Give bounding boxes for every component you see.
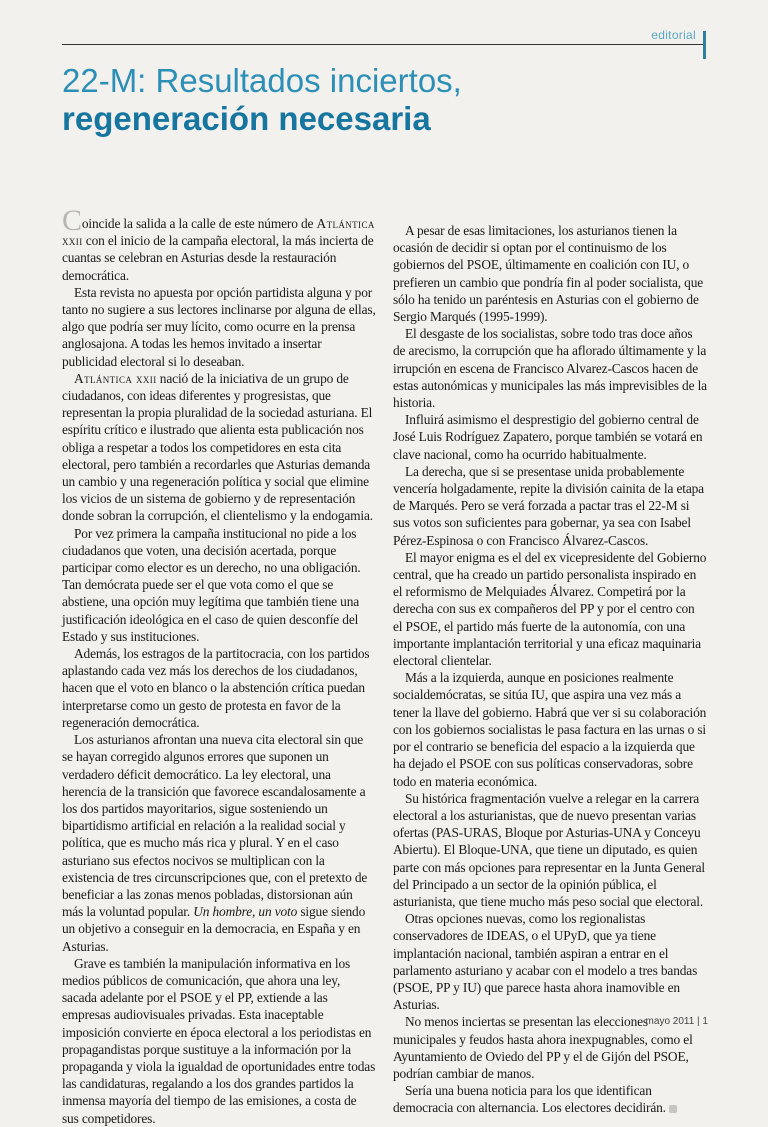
title-line-1: 22-M: Resultados inciertos, [62, 62, 462, 99]
end-of-article-icon [669, 1105, 677, 1113]
paragraph: El mayor enigma es el del ex vicepresidente del Gobierno central, que ha creado un partido personalista inspirado en el reformismo de Melquiades Álvarez. Competirá por la derecha con sus ex compañeros del PP y por el centro con el PSOE, el partido más fuerte de la autonomía, con una importante implantación territorial y una eficaz maquinaria electoral clientelar. [393, 549, 707, 669]
magazine-name: Atlántica xxii [74, 370, 157, 386]
paragraph-text: Sería una buena noticia para los que identifican democracia con alternancia. Los electores decidirán. [393, 1083, 666, 1116]
page-footer: mayo 2011 | 1 [645, 1016, 708, 1027]
left-column [62, 204, 376, 1127]
paragraph-text: nació de la iniciativa de un grupo de ciudadanos, con ideas diferentes y progresistas, que representan la propia pluralidad de la sociedad asturiana. El espíritu crítico e ilustrado que alienta esta publicación nos obliga a respetar a todos los competidores en esta cita electoral, pero también a recordarles que Asturias demanda un cambio y una regeneración política y social que elimine los vicios de un sistema de gobierno y de representación donde sobran la corrupción, el clientelismo y la endogamia. [62, 370, 373, 524]
paragraph-text: sigue siendo un objetivo a conseguir en la democracia, en España y en Asturias. [62, 904, 366, 954]
paragraph-text: oincide la salida a la calle de este número de [81, 216, 317, 231]
paragraph: No menos inciertas se presentan las elecciones municipales y feudos hasta ahora inexpugnables, como el Ayuntamiento de Oviedo del PP y el de Gijón del PSOE, podrían cambiar de manos. [393, 1014, 693, 1081]
motto-italic: Un hombre, un voto [193, 904, 298, 920]
paragraph: La derecha, que si se presentase unida probablemente vencería holgadamente, repite la división cainita de la etapa de Marqués. Pero se verá forzada a pactar tras el 22-M si sus votos son suficientes para gobernar, ya sea con Isabel Pérez-Espinosa o con Francisco Álvarez-Cascos. [393, 463, 704, 548]
section-label: editorial [651, 28, 696, 42]
paragraph [393, 1082, 707, 1116]
right-column [393, 222, 707, 1117]
paragraph: Otras opciones nuevas, como los regionalistas conservadores de IDEAS, o el UPyD, que ya tiene implantación nacional, también aspiran a entrar en el parlamento asturiano y acabar con el modelo a tres bandas (PSOE, PP y IU) que parece hasta ahora inamovible en Asturias. [393, 911, 698, 1013]
paragraph: El desgaste de los socialistas, sobre todo tras doce años de arecismo, la corrupción que ha aflorado últimamente y la irrupción en escena de Francisco Alvarez-Cascos hacen de estas autonómicas y municipales las más imprevisibles de la historia. [393, 326, 707, 411]
paragraph [62, 370, 376, 525]
paragraph: A pesar de esas limitaciones, los asturianos tienen la ocasión de decidir si optan por el continuismo de los gobiernos del PSOE, últimamente en coalición con IU, o prefieren un cambio que pondría fin al poder socialista, que sólo ha tenido un paréntesis en Asturias con el gobierno de Sergio Marqués (1995-1999). [393, 223, 704, 325]
paragraph [62, 204, 376, 284]
paragraph: Por vez primera la campaña institucional no pide a los ciudadanos que voten, una decisión acertada, porque participar como elector es un derecho, no una obligación. Tan demócrata puede ser el que vota como el que se abstiene, una opción muy legítima que también tiene una justificación ideológica en el caso de quien desconfíe del Estado y sus instituciones. [62, 525, 361, 644]
paragraph [62, 731, 376, 955]
article-title [62, 62, 462, 138]
paragraph: Grave es también la manipulación informativa en los medios públicos de comunicación, que ahora una ley, sacada adelante por el PSOE y el PP, extiende a las empresas audiovisuales privadas. Esta inaceptable imposición convierte en época electoral a los periodistas en propagandistas porque sustituye a la información por la propaganda y viola la igualdad de oportunidades entre todas las candidaturas, regalando a los dos grandes partidos la inmensa mayoría del tiempo de las emisiones, a costa de sus competidores. [62, 955, 376, 1126]
drop-cap: C [62, 204, 82, 237]
paragraph: Su histórica fragmentación vuelve a relegar en la carrera electoral a los asturianistas, que de nuevo presentan varias ofertas (PAS-URAS, Bloque por Asturias-UNA y Conceyu Abiertu). El Bloque-UNA, que tiene un diputado, es quien parte con más opciones para representar en la Junta General del Principado a un sector de la opinión pública, el asturianista, que tiene mucho más peso social que electoral. [393, 790, 706, 909]
paragraph: Más a la izquierda, aunque en posiciones realmente socialdemócratas, se sitúa IU, que aspira una vez más a tener la llave del gobierno. Habrá que ver si su colaboración con los gobiernos socialistas le pasa factura en las urnas o si por el contrario se beneficia del espacio a la izquierda que ha dejado el PSOE con sus políticas conservadoras, sobre todo en materia económica. [393, 670, 707, 789]
paragraph: Influirá asimismo el desprestigio del gobierno central de José Luis Rodríguez Zapatero, porque también se votará en clave nacional, como ha ocurrido habitualmente. [393, 412, 703, 462]
header-rule [62, 44, 704, 45]
paragraph: Además, los estragos de la partitocracia, con los partidos aplastando cada vez más los derechos de los ciudadanos, hacen que el voto en blanco o la abstención crítica puedan interpretarse como un gesto de protesta en favor de la regeneración democrática. [62, 646, 370, 730]
paragraph-text: Los asturianos afrontan una nueva cita electoral sin que se hayan corregido algunos errores que suponen un verdadero déficit democrático. La ley electoral, una herencia de la transición que favorece escandalosamente a los dos partidos mayoritarios, sigue sosteniendo un bipartidismo artificial en relación a la realidad social y política, que es mucho más rica y plural. Y en el caso asturiano sus efectos nocivos se multiplican con la existencia de tres circunscripciones que, con el pretexto de beneficiar a las zonas menos pobladas, distorsionan aún más la voluntad popular. [62, 732, 368, 920]
section-accent-bar [703, 31, 706, 59]
magazine-name: Atlántica xxii [62, 216, 375, 249]
title-line-2: regeneración necesaria [62, 100, 431, 137]
paragraph-text: con el inicio de la campaña electoral, la más incierta de cuantas se celebran en Asturias desde la restauración democrática. [62, 233, 374, 283]
paragraph: Esta revista no apuesta por opción partidista alguna y por tanto no sugiere a sus lectores inclinarse por alguna de ellas, algo que podría ser muy lícito, como ocurre en la prensa anglosajona. A todas les hemos invitado a insertar publicidad electoral si lo deseaban. [62, 284, 376, 369]
